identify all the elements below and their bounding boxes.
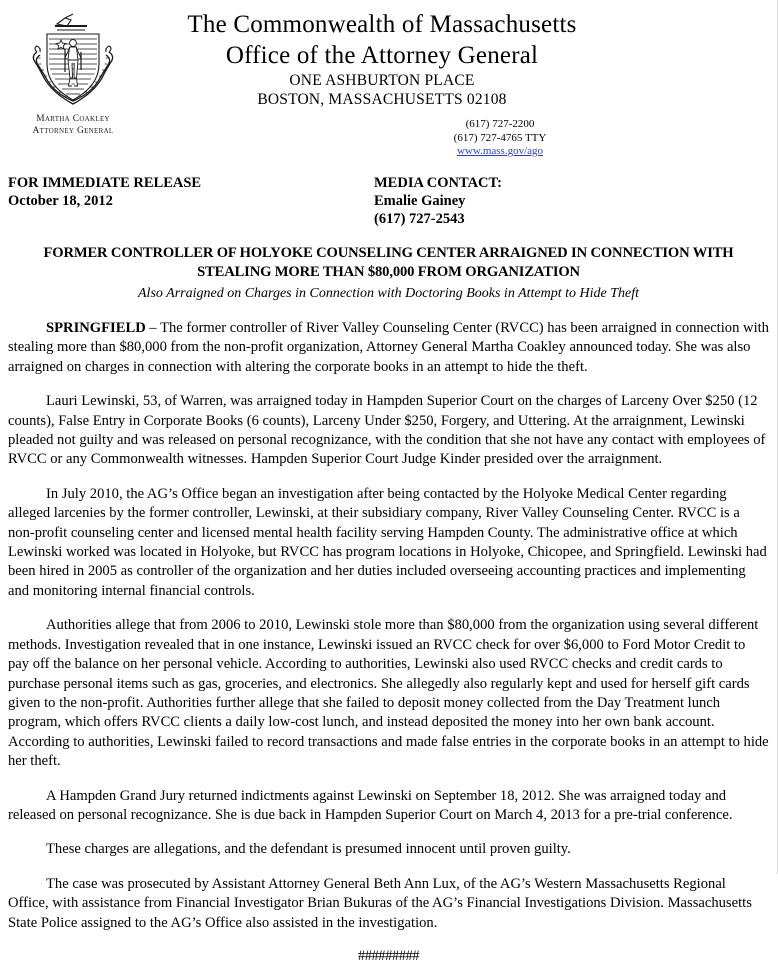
address-line-2: BOSTON, MASSACHUSETTS 02108 [257,91,507,108]
page-subtitle: Also Arraigned on Charges in Connection with Doctoring Books in Attempt to Hide Theft [138,286,639,301]
agency-website-link[interactable]: www.mass.gov/ago [456,145,544,157]
body-copy [8,319,769,965]
paragraph-6: These charges are allegations, and the defendant is presumed innocent until proven guilty. [46,841,571,858]
paragraph-2: Lauri Lewinski, 53, of Warren, was arraigned today in Hampden Superior Court on the charges of Larceny Over $250 (12 counts), False Entry in Corporate Books (6 counts), Larceny Under $250, Forgery, and Uttering. At the arraignment, Lewinski pleaded not guilty and was released on personal recognizance, with the condition that she not have any contact with employees of RVCC or any Commonwealth witnesses. Hampden Superior Court Judge Kinder presided over the arraignment. [8,393,766,468]
massachusetts-state-seal-icon [21,8,125,112]
state-seal-block [14,8,132,137]
paragraph-3: In July 2010, the AG’s Office began an investigation after being contacted by the Holyoke Medical Center regarding alleged larcenies by the former controller, Lewinski, at their subsidiary company, River Valley Counseling Center. RVCC is a non-profit counseling center and licensed mental health facility serving Hampden County. The administrative office at which Lewinski worked was located in Holyoke, but RVCC has program locations in Holyoke, Chicopee, and Springfield. Lewinski had been hired in 2005 as controller of the organization and her duties included overseeing accounting practices and implementing and monitoring internal financial controls. [8,485,767,599]
commonwealth-title: The Commonwealth of Massachusetts [187,11,577,38]
letterhead-contact-block [355,118,645,159]
media-contact-label: MEDIA CONTACT: [374,175,502,191]
office-tty-phone: (617) 727-4765 TTY [453,131,547,144]
office-title: Office of the Attorney General [225,42,539,69]
immediate-release-label: FOR IMMEDIATE RELEASE [8,175,202,191]
end-mark: ######### [357,947,420,964]
release-info-row [0,174,777,236]
paragraph-1 [8,319,769,377]
page-title: FORMER CONTROLLER OF HOLYOKE COUNSELING CENTER ARRAIGNED IN CONNECTION WITH STEALING MORE THAN $80,000 FROM ORGANIZATION [43,245,734,280]
letterhead [0,0,777,170]
media-contact-phone: (617) 727-2543 [374,211,465,227]
seal-caption-name: Martha Coakley [36,114,110,124]
paragraph-1-text: – The former controller of River Valley Counseling Center (RVCC) has been arraigned in connection with stealing more than $80,000 from the non-profit organization, Attorney General Martha Coakley announced today. She was also arraigned on charges in connection with altering the corporate books in an attempt to hide the theft. [8,320,769,375]
seal-caption-title: Attorney General [32,125,114,136]
media-contact-block [374,174,502,228]
address-line-1: ONE ASHBURTON PLACE [289,72,475,89]
release-date: October 18, 2012 [8,193,113,209]
office-phone: (617) 727-2200 [465,118,535,130]
media-contact-name: Emalie Gainey [374,193,466,209]
seal-caption [14,114,132,137]
paragraph-4: Authorities allege that from 2006 to 2010, Lewinski stole more than $80,000 from the organization using several different methods. Investigation revealed that in one instance, Lewinski issued an RVCC check for over $6,000 to Ford Motor Credit to pay off the balance on her personal vehicle. According to authorities, Lewinski also used RVCC checks and credit cards to purchase personal items such as gas, groceries, and electronics. She allegedly also regularly kept and used for herself gift cards given to the non-profit. Authorities further allege that she failed to deposit money collected from the Day Treatment lunch program, which offers RVCC clients a daily low-cost lunch, and instead deposited the money into her own bank account. According to authorities, Lewinski failed to record transactions and made false entries in the corporate books in an attempt to hide her theft. [8,617,769,770]
masthead [132,10,632,109]
paragraph-7: The case was prosecuted by Assistant Attorney General Beth Ann Lux, of the AG’s Western Massachusetts Regional Office, with assistance from Financial Investigator Brian Bukuras of the AG’s Financial Investigations Division. Massachusetts State Police assigned to the AG’s Office also assisted in the investigation. [8,875,752,931]
release-status-block [8,174,201,210]
paragraph-5: A Hampden Grand Jury returned indictments against Lewinski on September 18, 2012. She was arraigned today and released on personal recognizance. She is due back in Hampden Superior Court on March 4, 2013 for a pre-trial conference. [8,787,733,823]
dateline: SPRINGFIELD [46,320,146,336]
